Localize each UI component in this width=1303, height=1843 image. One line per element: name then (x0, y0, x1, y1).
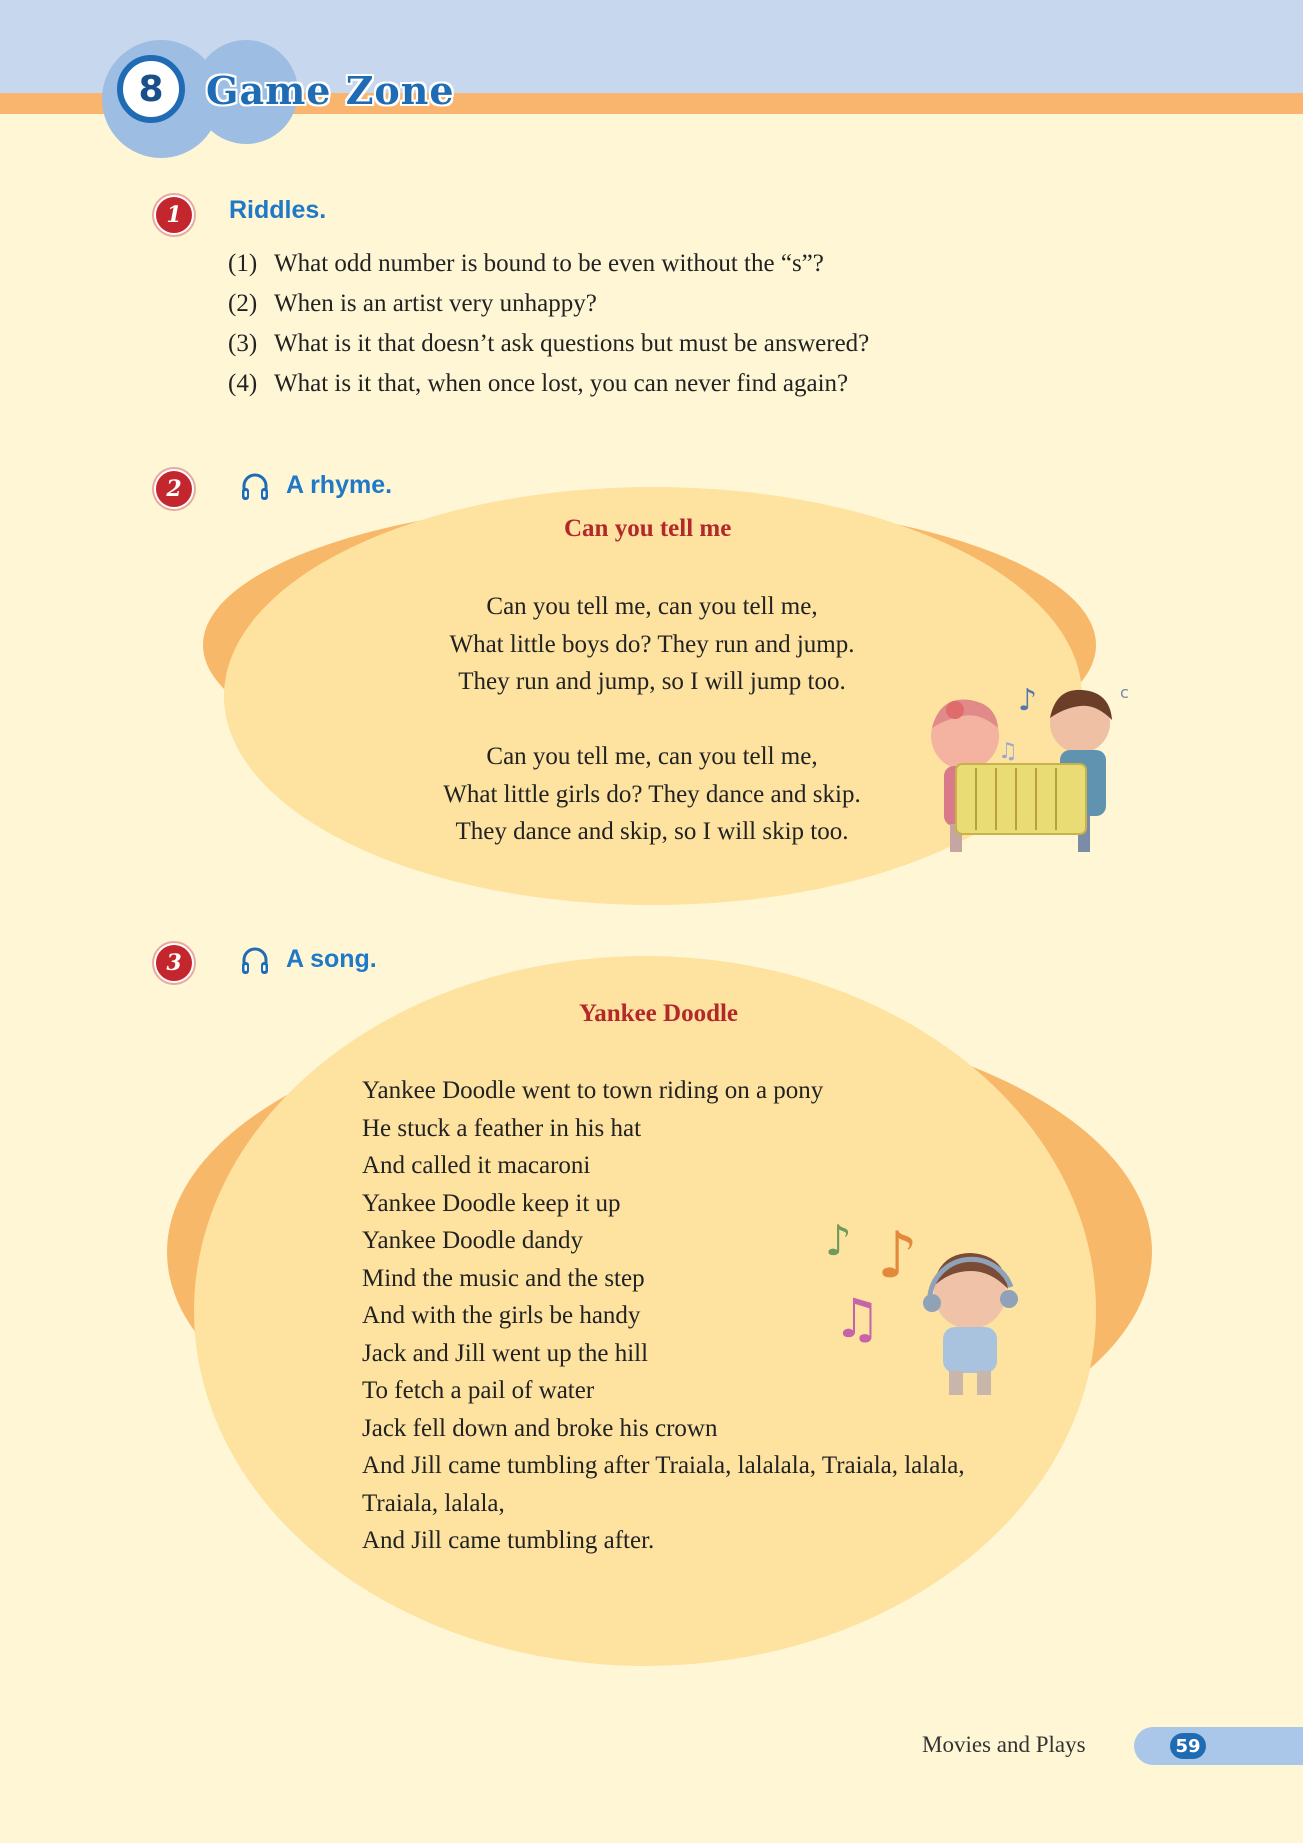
svg-text:♪: ♪ (825, 1216, 852, 1265)
song-line: And with the girls be handy (362, 1302, 641, 1329)
song-line: Yankee Doodle dandy (362, 1227, 584, 1254)
headphones-icon[interactable] (239, 471, 271, 503)
svg-text:♪: ♪ (877, 1219, 918, 1293)
svg-text:c: c (1120, 683, 1129, 702)
rhyme-line: Can you tell me, can you tell me, (486, 593, 818, 620)
song-title: Yankee Doodle (579, 1000, 739, 1027)
list-item (228, 364, 869, 404)
kids-playing-accordion-illustration (910, 678, 1140, 863)
section-title-song: A song. (286, 945, 377, 973)
svg-text:♪: ♪ (1018, 683, 1038, 718)
section-number-1: 1 (154, 195, 194, 235)
song-line: Mind the music and the step (362, 1264, 645, 1292)
song-line: To fetch a pail of water (362, 1377, 595, 1404)
girl-listening-music-illustration (815, 1205, 1045, 1405)
footer-section-name: Movies and Plays (922, 1732, 1086, 1757)
list-item (228, 324, 869, 364)
svg-text:♫: ♫ (998, 739, 1018, 764)
song-line: Yankee Doodle keep it up (362, 1189, 621, 1217)
rhyme-line: They run and jump, so I will jump too. (458, 668, 846, 695)
song-line: And called it macaroni (362, 1152, 591, 1179)
rhyme-text (352, 588, 952, 851)
riddle-text: What is it that, when once lost, you can never find again? (274, 370, 849, 397)
rhyme-line: Can you tell me, can you tell me, (486, 743, 818, 770)
rhyme-title: Can you tell me (564, 515, 732, 542)
rhyme-line: What little girls do? They dance and skip. (443, 780, 861, 808)
riddle-number: (2) (228, 290, 258, 317)
riddle-number: (3) (228, 330, 258, 357)
song-line: And Jill came tumbling after Traiala, lalalala, Traiala, lalala, (362, 1452, 965, 1479)
list-item (228, 244, 869, 284)
riddle-text: What is it that doesn’t ask questions but must be answered? (274, 330, 870, 357)
riddle-list (228, 244, 869, 404)
song-line: And Jill came tumbling after. (362, 1527, 655, 1554)
riddle-text: When is an artist very unhappy? (274, 290, 597, 317)
page-number-tab (1134, 1727, 1303, 1765)
rhyme-line: They dance and skip, so I will skip too. (455, 818, 849, 845)
song-line: Jack fell down and broke his crown (362, 1414, 718, 1442)
list-item (228, 284, 869, 324)
headphones-icon[interactable] (239, 945, 271, 977)
riddle-number: (1) (228, 250, 258, 277)
page-title: Game Zone (206, 68, 455, 113)
section-number-3: 3 (154, 943, 194, 983)
song-line: Traiala, lalala, (362, 1489, 505, 1517)
page-number: 59 (1170, 1733, 1206, 1759)
song-line: Jack and Jill went up the hill (362, 1339, 649, 1367)
section-title-rhyme: A rhyme. (286, 471, 393, 499)
riddle-number: (4) (228, 370, 258, 397)
riddle-text: What odd number is bound to be even without the “s”? (274, 250, 824, 277)
section-title-riddles: Riddles. (229, 196, 327, 224)
rhyme-line: What little boys do? They run and jump. (449, 630, 855, 658)
section-number-2: 2 (154, 469, 194, 509)
unit-number-badge: 8 (117, 55, 185, 123)
song-line: He stuck a feather in his hat (362, 1114, 642, 1142)
svg-text:♫: ♫ (833, 1287, 882, 1350)
song-line: Yankee Doodle went to town riding on a pony (362, 1077, 824, 1104)
